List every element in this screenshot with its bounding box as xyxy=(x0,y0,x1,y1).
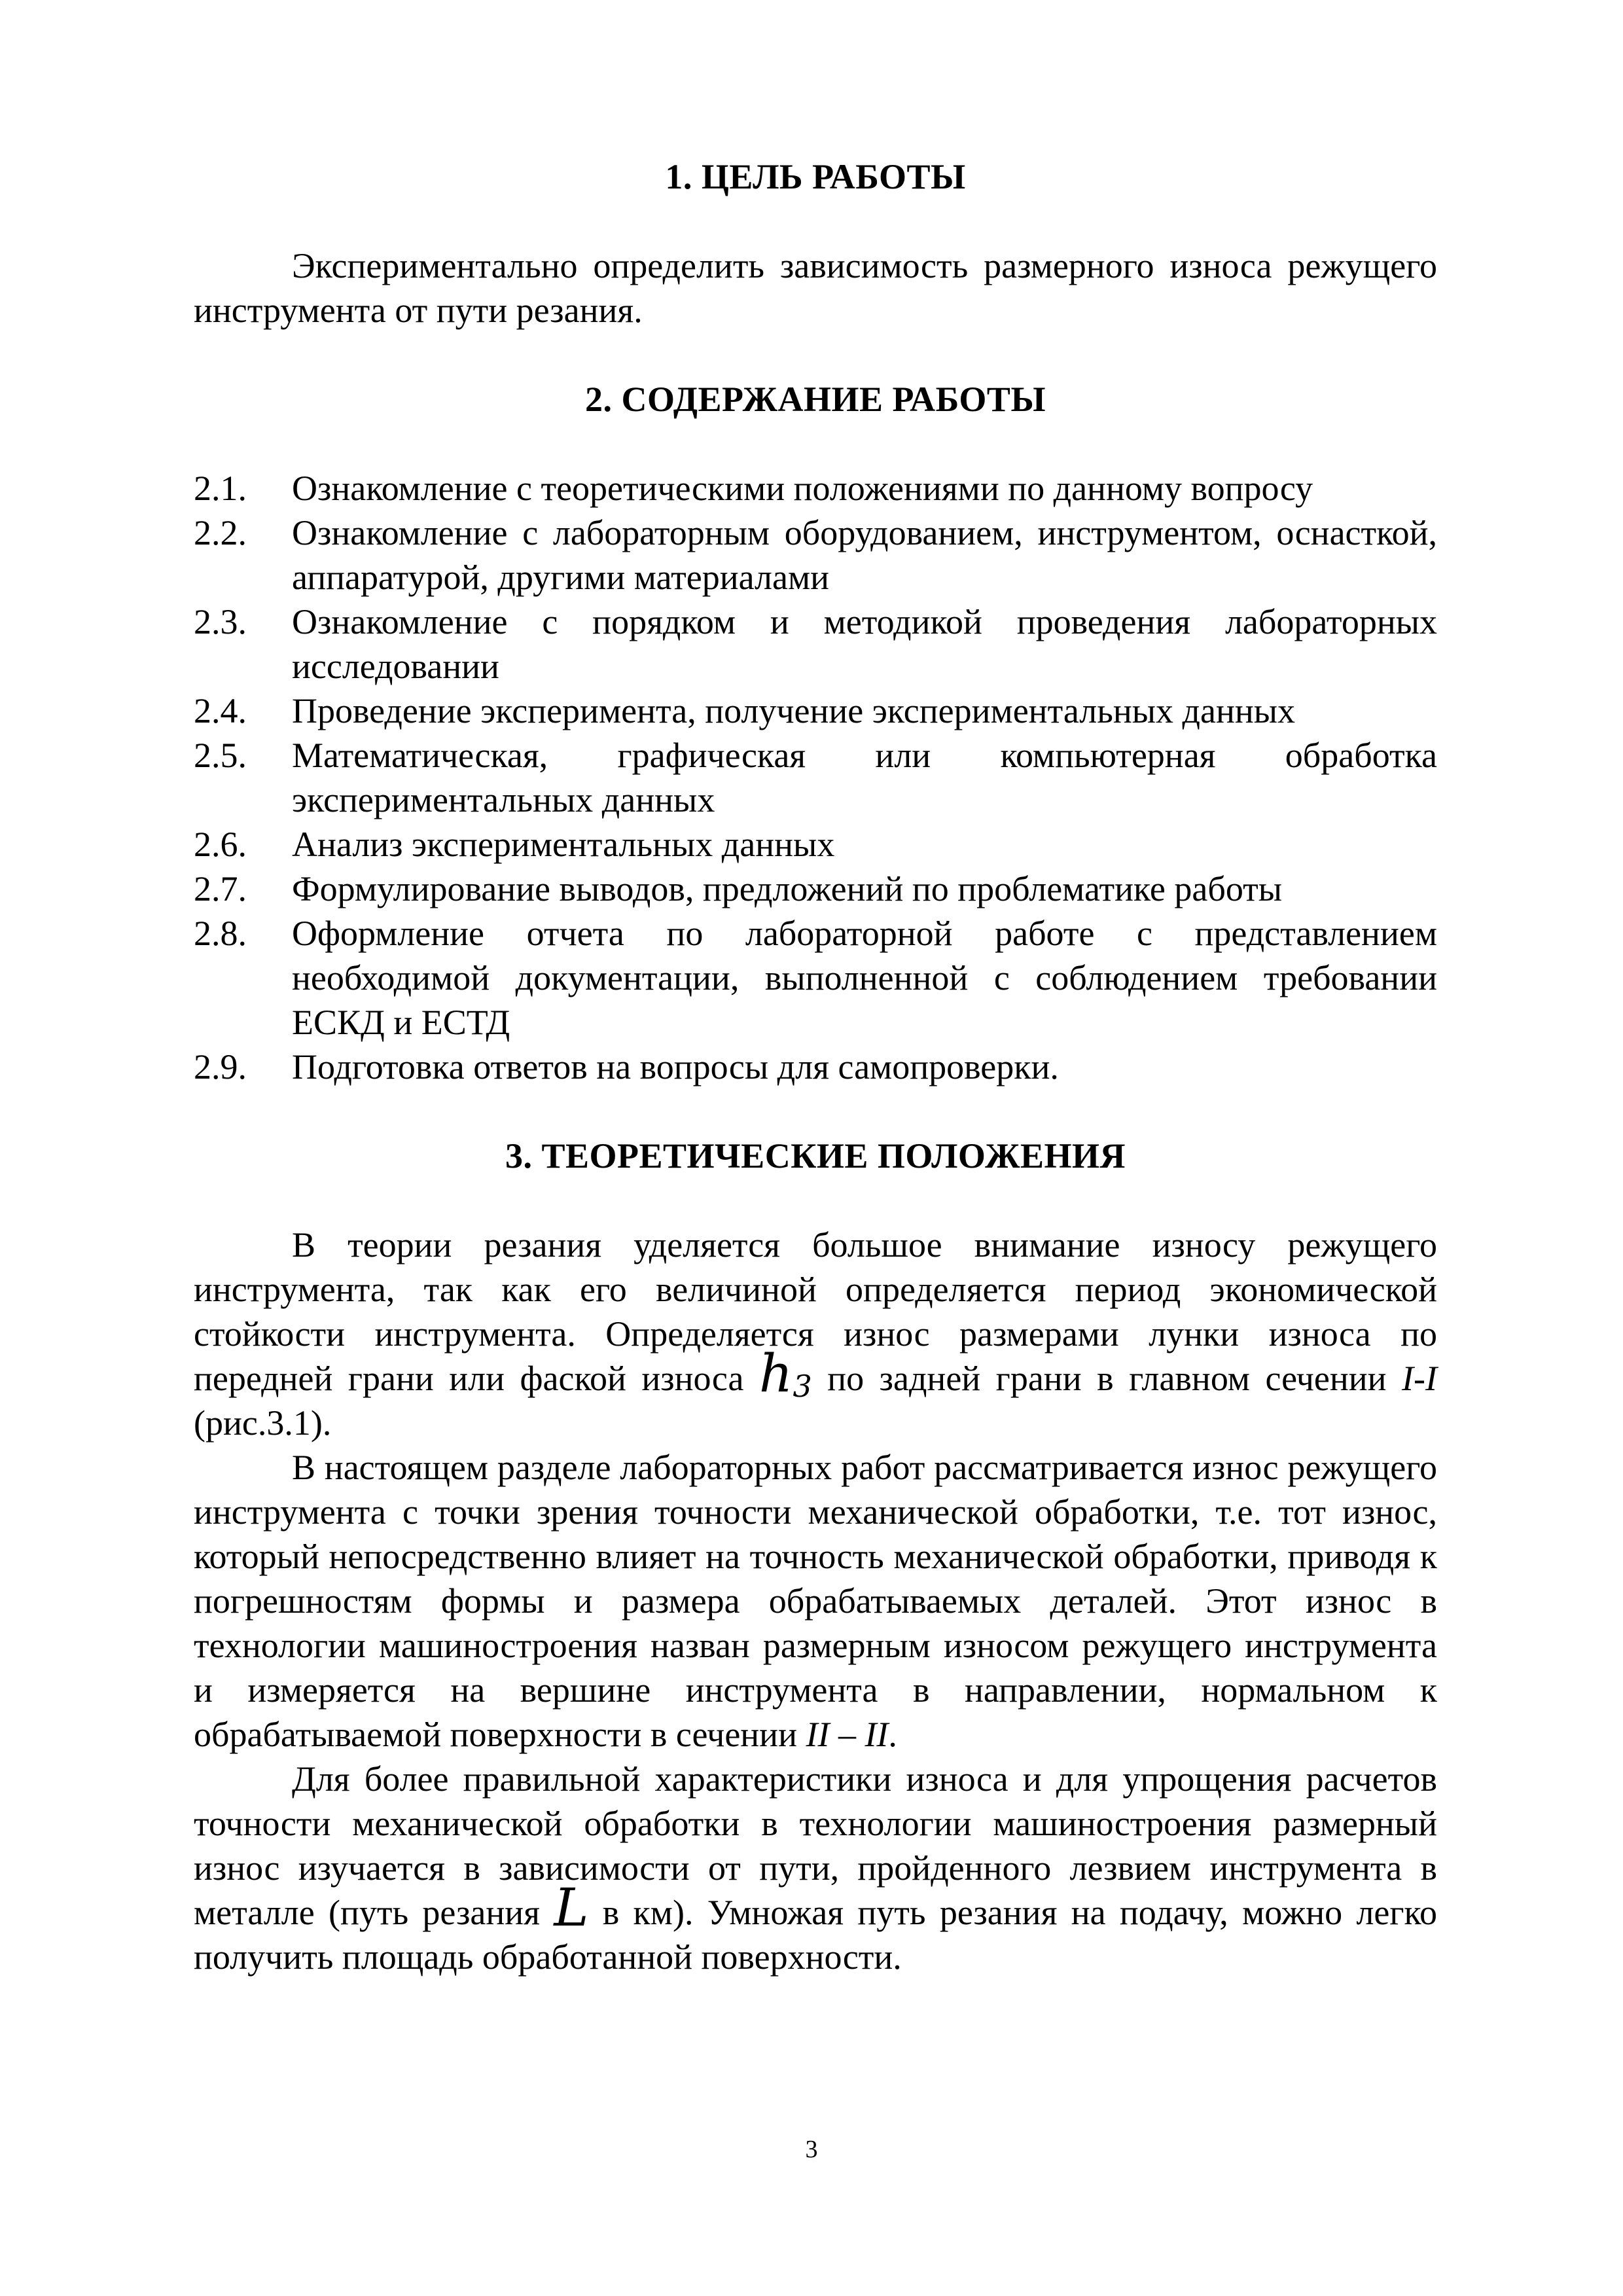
list-item xyxy=(194,1045,1437,1089)
paragraph-text: по задней грани в главном сечении xyxy=(812,1359,1402,1398)
section-label: II – II xyxy=(806,1715,889,1754)
list-item-number: 2.8. xyxy=(194,914,247,953)
list-item-number: 2.5. xyxy=(194,736,247,775)
list-item-number: 2.9. xyxy=(194,1047,247,1086)
list-item-text: Проведение эксперимента, получение экспериментальных данных xyxy=(292,691,1296,730)
paragraph-text: в км). Умножая путь резания на подачу, можно легко получить площадь обработанной поверхности. xyxy=(194,1893,1437,1977)
path-symbol-L: L xyxy=(554,1877,589,1938)
wear-symbol-h3 xyxy=(759,1343,812,1404)
list-item-number: 2.6. xyxy=(194,825,247,864)
list-item-number: 2.3. xyxy=(194,602,247,641)
paragraph-text: В теории резания уделяется большое внимание износу режущего инструмента, так как его величиной определяется период экономической стойкости инструмента. Определяется износ размерами лунки износа по передней грани или фаской износа xyxy=(194,1225,1437,1398)
list-item-number: 2.1. xyxy=(194,469,247,508)
list-item-number: 2.2. xyxy=(194,513,247,552)
list-item-text: Ознакомление с теоретическими положениями по данному вопросу xyxy=(292,469,1313,508)
list-item-text: Формулирование выводов, предложений по проблематике работы xyxy=(292,869,1283,908)
list-item xyxy=(194,466,1437,511)
paragraph-text: В настоящем разделе лабораторных работ рассматривается износ режущего инструмента с точки зрения точности механической обработки, т.е. тот износ, который непосредственно влияет на точность механической обработки, приводя к погрешностям формы и размера обрабатываемых деталей. Этот износ в технологии машиностроения назван размерным износом режущего инструмента и измеряется на вершине инструмента в направлении, нормальном к обрабатываемой поверхности в сечении xyxy=(194,1448,1437,1754)
paragraph-text: . xyxy=(888,1715,897,1754)
symbol-subscript: 3 xyxy=(793,1369,812,1404)
list-item xyxy=(194,511,1437,600)
list-item-text: Подготовка ответов на вопросы для самопроверки. xyxy=(292,1047,1059,1086)
section-title-theory: 3. ТЕОРЕТИЧЕСКИЕ ПОЛОЖЕНИЯ xyxy=(505,1136,1126,1175)
list-item-text: Анализ экспериментальных данных xyxy=(292,825,835,864)
content-list xyxy=(194,466,1437,1089)
theory-paragraph-2 xyxy=(194,1445,1437,1757)
page-number: 3 xyxy=(805,2136,818,2163)
list-item xyxy=(194,911,1437,1045)
list-item xyxy=(194,600,1437,689)
list-item-number: 2.7. xyxy=(194,869,247,908)
list-item xyxy=(194,689,1437,733)
section-title-goal: 1. ЦЕЛЬ РАБОТЫ xyxy=(665,157,966,196)
list-item-text: Оформление отчета по лабораторной работе с представлением необходимой документации, выполненной с соблюдением требовании ЕСКД и ЕСТД xyxy=(292,914,1437,1042)
list-item xyxy=(194,867,1437,911)
list-item-number: 2.4. xyxy=(194,691,247,730)
theory-paragraph-3 xyxy=(194,1757,1437,1979)
section-title-content: 2. СОДЕРЖАНИЕ РАБОТЫ xyxy=(585,380,1046,419)
list-item xyxy=(194,822,1437,867)
section-label: I-I xyxy=(1402,1359,1437,1398)
page-content xyxy=(194,154,1437,1979)
list-item xyxy=(194,733,1437,822)
goal-paragraph: Экспериментально определить зависимость размерного износа режущего инструмента от пути резания. xyxy=(194,246,1437,330)
symbol-letter: h xyxy=(758,1343,793,1404)
paragraph-text: Для более правильной характеристики износа и для упрощения расчетов точности механической обработки в технологии машиностроения размерный износ изучается в зависимости от пути, пройденного лезвием инструмента в металле (путь резания xyxy=(194,1759,1437,1932)
theory-paragraph-1 xyxy=(194,1223,1437,1445)
list-item-text: Ознакомление с лабораторным оборудованием, инструментом, оснасткой, аппаратурой, другими материалами xyxy=(292,513,1437,597)
paragraph-text: (рис.3.1). xyxy=(194,1403,332,1443)
list-item-text: Математическая, графическая или компьютерная обработка экспериментальных данных xyxy=(292,736,1437,819)
list-item-text: Ознакомление с порядком и методикой проведения лабораторных исследовании xyxy=(292,602,1437,686)
